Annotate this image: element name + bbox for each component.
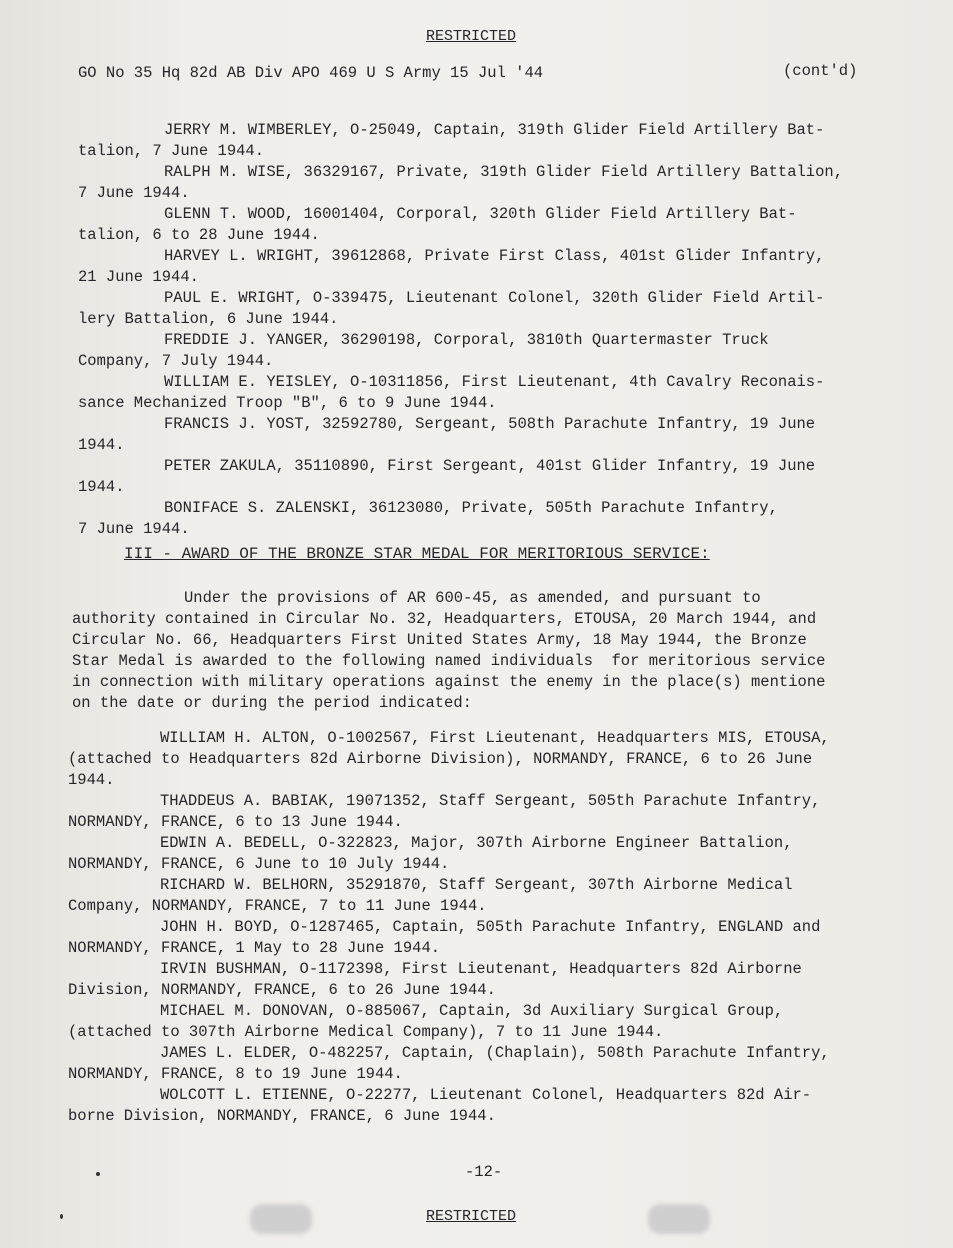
award-entry-line: PETER ZAKULA, 35110890, First Sergeant, 401st Glider Infantry, 19 June bbox=[164, 457, 816, 475]
award-entry-line: GLENN T. WOOD, 16001404, Corporal, 320th Glider Field Artillery Bat- bbox=[164, 205, 797, 223]
award-entry-line: RICHARD W. BELHORN, 35291870, Staff Sergeant, 307th Airborne Medical bbox=[160, 876, 793, 894]
continued-label: (cont'd) bbox=[783, 62, 858, 80]
award-entry-line: WILLIAM H. ALTON, O-1002567, First Lieutenant, Headquarters MIS, ETOUSA, bbox=[160, 729, 830, 747]
award-entry-line: NORMANDY, FRANCE, 6 to 13 June 1944. bbox=[68, 813, 403, 831]
award-entry-line: HARVEY L. WRIGHT, 39612868, Private First Class, 401st Glider Infantry, bbox=[164, 247, 825, 265]
award-entry-line: JAMES L. ELDER, O-482257, Captain, (Chaplain), 508th Parachute Infantry, bbox=[160, 1044, 830, 1062]
ink-dot bbox=[96, 1172, 100, 1176]
award-entry-line: WILLIAM E. YEISLEY, O-10311856, First Lieutenant, 4th Cavalry Reconais- bbox=[164, 373, 825, 391]
award-entry-line: 1944. bbox=[78, 478, 125, 496]
award-entry-line: 7 June 1944. bbox=[78, 520, 190, 538]
award-entry-line: PAUL E. WRIGHT, O-339475, Lieutenant Colonel, 320th Glider Field Artil- bbox=[164, 289, 825, 307]
award-entry-line: 1944. bbox=[68, 771, 115, 789]
award-entry-line: THADDEUS A. BABIAK, 19071352, Staff Sergeant, 505th Parachute Infantry, bbox=[160, 792, 821, 810]
page-number: -12- bbox=[465, 1163, 503, 1181]
award-entry-line: BONIFACE S. ZALENSKI, 36123080, Private, 505th Parachute Infantry, bbox=[164, 499, 778, 517]
award-entry-line: (attached to 307th Airborne Medical Company), 7 to 11 June 1944. bbox=[68, 1023, 664, 1041]
award-entry-line: borne Division, NORMANDY, FRANCE, 6 June 1944. bbox=[68, 1107, 496, 1125]
intro-line: in connection with military operations against the enemy in the place(s) mentione bbox=[72, 673, 826, 691]
general-order-line: GO No 35 Hq 82d AB Div APO 469 U S Army 15 Jul '44 bbox=[78, 64, 544, 82]
award-entry-line: lery Battalion, 6 June 1944. bbox=[78, 310, 339, 328]
restricted-footer: RESTRICTED bbox=[426, 1208, 517, 1225]
award-entry-line: NORMANDY, FRANCE, 1 May to 28 June 1944. bbox=[68, 939, 441, 957]
award-entry-line: Company, NORMANDY, FRANCE, 7 to 11 June 1944. bbox=[68, 897, 487, 915]
award-entry-line: talion, 7 June 1944. bbox=[78, 142, 265, 160]
award-entry-line: NORMANDY, FRANCE, 8 to 19 June 1944. bbox=[68, 1065, 403, 1083]
award-entry-line: JOHN H. BOYD, O-1287465, Captain, 505th Parachute Infantry, ENGLAND and bbox=[160, 918, 821, 936]
award-entry-line: Company, 7 July 1944. bbox=[78, 352, 274, 370]
section-heading: III - AWARD OF THE BRONZE STAR MEDAL FOR MERITORIOUS SERVICE: bbox=[124, 545, 710, 563]
award-entry-line: talion, 6 to 28 June 1944. bbox=[78, 226, 320, 244]
punch-hole-right bbox=[648, 1204, 710, 1234]
section-intro-paragraph bbox=[72, 588, 825, 714]
award-entry-line: NORMANDY, FRANCE, 6 June to 10 July 1944. bbox=[68, 855, 450, 873]
award-list-part-1 bbox=[78, 120, 843, 540]
punch-hole-left bbox=[250, 1204, 312, 1234]
award-entry-line: JERRY M. WIMBERLEY, O-25049, Captain, 319th Glider Field Artillery Bat- bbox=[164, 121, 825, 139]
intro-line: on the date or during the period indicated: bbox=[72, 694, 472, 712]
intro-line: Star Medal is awarded to the following named individuals for meritorious service bbox=[72, 652, 826, 670]
award-entry-line: 1944. bbox=[78, 436, 125, 454]
award-entry-line: RALPH M. WISE, 36329167, Private, 319th Glider Field Artillery Battalion, bbox=[164, 163, 844, 181]
award-entry-line: IRVIN BUSHMAN, O-1172398, First Lieutenant, Headquarters 82d Airborne bbox=[160, 960, 802, 978]
ink-dot bbox=[60, 1214, 63, 1219]
restricted-header: RESTRICTED bbox=[426, 28, 517, 45]
award-entry-line: 7 June 1944. bbox=[78, 184, 190, 202]
award-entry-line: (attached to Headquarters 82d Airborne Division), NORMANDY, FRANCE, 6 to 26 June bbox=[68, 750, 813, 768]
award-entry-line: FRANCIS J. YOST, 32592780, Sergeant, 508th Parachute Infantry, 19 June bbox=[164, 415, 816, 433]
award-entry-line: Division, NORMANDY, FRANCE, 6 to 26 June 1944. bbox=[68, 981, 496, 999]
award-entry-line: 21 June 1944. bbox=[78, 268, 199, 286]
award-entry-line: sance Mechanized Troop "B", 6 to 9 June 1944. bbox=[78, 394, 497, 412]
intro-line: Circular No. 66, Headquarters First United States Army, 18 May 1944, the Bronze bbox=[72, 631, 807, 649]
award-list-part-2 bbox=[68, 728, 830, 1127]
award-entry-line: MICHAEL M. DONOVAN, O-885067, Captain, 3d Auxiliary Surgical Group, bbox=[160, 1002, 784, 1020]
award-entry-line: FREDDIE J. YANGER, 36290198, Corporal, 3810th Quartermaster Truck bbox=[164, 331, 769, 349]
award-entry-line: EDWIN A. BEDELL, O-322823, Major, 307th Airborne Engineer Battalion, bbox=[160, 834, 793, 852]
award-entry-line: WOLCOTT L. ETIENNE, O-22277, Lieutenant Colonel, Headquarters 82d Air- bbox=[160, 1086, 812, 1104]
intro-line: authority contained in Circular No. 32, Headquarters, ETOUSA, 20 March 1944, and bbox=[72, 610, 817, 628]
intro-line: Under the provisions of AR 600-45, as amended, and pursuant to bbox=[184, 589, 761, 607]
